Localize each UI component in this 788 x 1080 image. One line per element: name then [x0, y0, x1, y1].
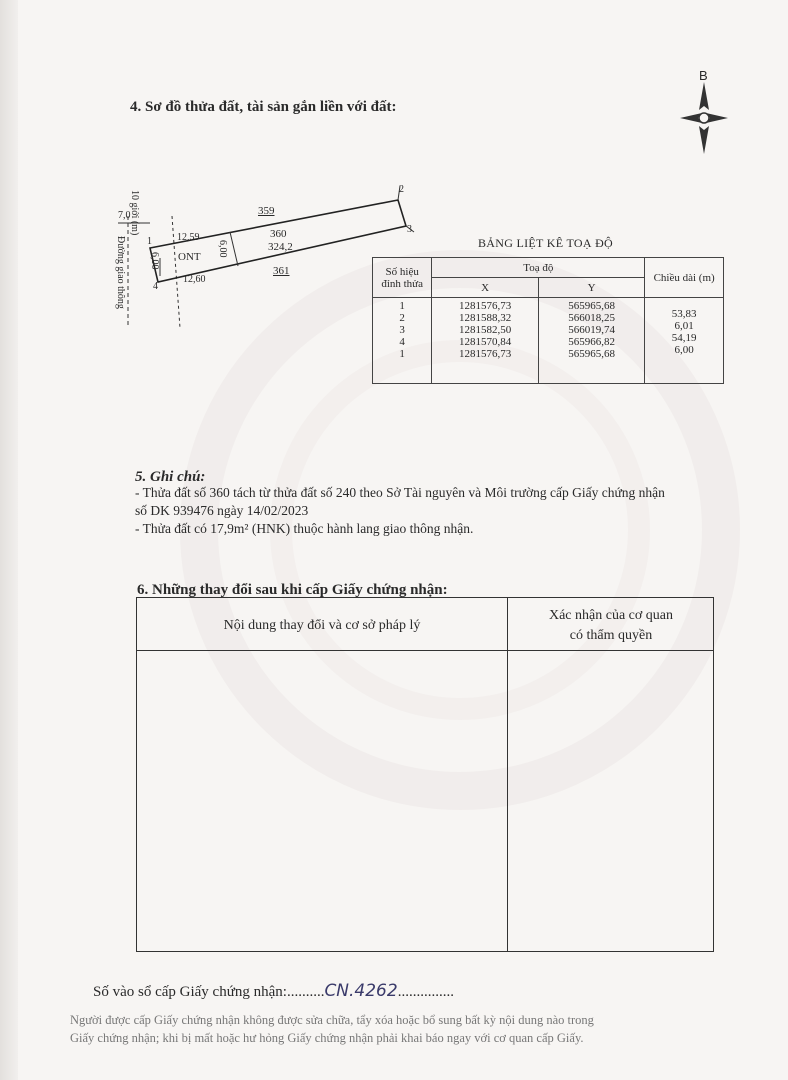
note-line-3: - Thửa đất có 17,9m² (HNK) thuộc hành lang giao thông nhận.	[135, 521, 474, 536]
table-cell: 6,01	[674, 320, 694, 332]
page-edge	[0, 0, 18, 1080]
registry-number-handwritten: CN.4262	[324, 981, 398, 1001]
col-point-text2: đỉnh thửa	[381, 277, 424, 290]
compass-rose	[676, 68, 732, 158]
parcel-area-label: 324,2	[268, 241, 293, 253]
diagram-section-title: 4. Sơ đồ thửa đất, tài sản gắn liền với đất:	[130, 99, 397, 115]
table-cell: 3	[399, 324, 405, 336]
table-cell: 566018,25	[568, 312, 615, 324]
y-column	[538, 298, 644, 384]
authority-header-line2: có thẩm quyền	[569, 628, 653, 643]
changes-content-header: Nội dung thay đổi và cơ sở pháp lý	[223, 618, 421, 633]
table-cell: 1281570,84	[459, 336, 512, 348]
note-line-1: - Thửa đất số 360 tách từ thửa đất số 240 theo Sở Tài nguyên và Môi trường cấp Giấy chứng nhận	[135, 485, 665, 500]
table-divider	[137, 650, 713, 651]
table-cell: 566019,74	[568, 324, 615, 336]
table-cell: 565965,68	[568, 300, 615, 312]
point-column	[373, 298, 432, 384]
table-cell: 53,83	[671, 308, 697, 320]
table-cell: 1	[399, 348, 405, 360]
warning-line-1: Người được cấp Giấy chứng nhận không được sửa chữa, tẩy xóa hoặc bổ sung bất kỳ nội dung nào trong	[70, 1013, 594, 1027]
table-cell: 2	[399, 312, 405, 324]
registry-dots-after: ...............	[397, 984, 454, 1000]
length-column	[645, 298, 724, 384]
table-cell: 4	[399, 336, 405, 348]
dim-bottom-label: 12,60	[183, 274, 206, 285]
road-label: Đường giao thông	[115, 236, 126, 309]
table-cell: 565966,82	[568, 336, 615, 348]
point-label: 1	[147, 236, 152, 247]
dim-mid-label: 6,00	[217, 240, 228, 258]
road-width-label: 7,0	[118, 210, 131, 221]
col-y-header: Y	[538, 278, 644, 298]
coord-table-title: BẢNG LIỆT KÊ TOẠ ĐỘ	[478, 236, 614, 250]
land-use-label: ONT	[178, 251, 201, 263]
point-label: 4	[153, 281, 158, 292]
notes-section-title: 5. Ghi chú:	[135, 469, 206, 485]
setback-label: 10 giới (m)	[129, 190, 140, 236]
table-cell: 565965,68	[568, 348, 615, 360]
col-point-text: Số hiệu	[385, 265, 419, 278]
note-line-2: số DK 939476 ngày 14/02/2023	[135, 503, 309, 518]
compass-north-label: B	[699, 68, 708, 83]
col-coord-header: Toạ độ	[432, 258, 645, 278]
authority-header-line1: Xác nhận của cơ quan	[548, 608, 673, 623]
dim-top-label: 12,59	[177, 232, 200, 243]
registry-line	[93, 981, 454, 1001]
registry-label: Số vào sổ cấp Giấy chứng nhận:	[93, 984, 287, 1000]
col-length-header: Chiều dài (m)	[645, 258, 724, 298]
registry-dots: ..........	[286, 984, 325, 1000]
point-label: 2	[399, 184, 404, 195]
parcel-359-label: 359	[258, 205, 275, 217]
dim-left-label: 6,00	[149, 252, 160, 270]
table-cell: 1281582,50	[459, 324, 512, 336]
col-point-header	[373, 258, 432, 298]
point-label: 3	[407, 224, 412, 235]
parcel-361-label: 361	[273, 265, 290, 277]
table-cell: 1281576,73	[459, 300, 512, 312]
coord-table	[372, 257, 724, 384]
table-cell: 54,19	[671, 332, 697, 344]
col-x-header: X	[432, 278, 539, 298]
compass-icon	[676, 80, 732, 160]
table-cell: 1281576,73	[459, 348, 512, 360]
changes-table	[136, 597, 714, 952]
changes-section-title: 6. Những thay đổi sau khi cấp Giấy chứng nhận:	[137, 582, 448, 598]
table-cell: 6,00	[674, 344, 694, 356]
x-column	[432, 298, 539, 384]
warning-line-2: Giấy chứng nhận; khi bị mất hoặc hư hỏng Giấy chứng nhận phải khai báo ngay với cơ quan cấp Giấy.	[70, 1031, 584, 1045]
parcel-360-label: 360	[270, 228, 287, 240]
table-cell: 1	[399, 300, 405, 312]
changes-authority-header	[507, 606, 715, 646]
table-cell: 1281588,32	[459, 312, 512, 324]
